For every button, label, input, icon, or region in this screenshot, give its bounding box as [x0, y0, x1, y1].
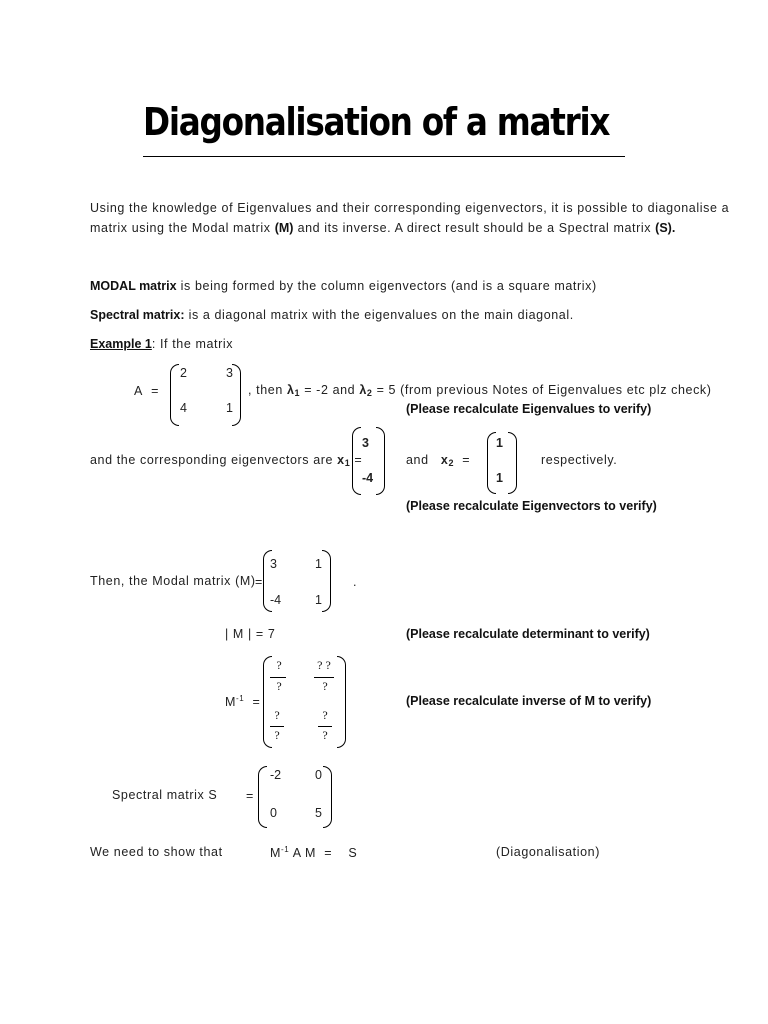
subscript: 2: [366, 388, 373, 398]
vector-x2-cell: 1: [496, 436, 503, 450]
note-eigenvalues: (Please recalculate Eigenvalues to verify): [406, 402, 652, 416]
matrix-a-label: [134, 384, 159, 398]
eigenvectors-line: and the corresponding eigenvectors are $x_1$ =: [90, 453, 363, 468]
spectral-label: Spectral matrix S: [112, 788, 218, 802]
vector-x2-cell: 1: [496, 471, 503, 485]
matrix-a-cell: 3: [226, 366, 233, 380]
diagonalisation-tag: (Diagonalisation): [496, 845, 600, 859]
vector-x1-left-bracket: [352, 427, 361, 495]
equals-sign: =: [151, 384, 159, 398]
final-statement: We need to show that: [90, 845, 223, 859]
fraction-denominator: ?: [322, 728, 328, 742]
fraction-bar: [270, 677, 286, 678]
eigenvector-text: and the corresponding eigenvectors are: [90, 453, 334, 467]
lambda2-value: = 5 (from previous Notes of Eigenvalues etc plz check): [376, 383, 712, 397]
spectral-matrix-cell: 0: [270, 806, 277, 820]
spectral-definition-text: is a diagonal matrix with the eigenvalues on the main diagonal.: [188, 308, 574, 322]
page-title: Diagonalisation of a matrix: [143, 100, 610, 144]
inverse-matrix-right-bracket: [337, 656, 346, 748]
x-symbol: x: [440, 453, 449, 467]
modal-matrix-cell: 1: [315, 557, 322, 571]
subscript: 1: [344, 458, 351, 468]
spectral-matrix-cell: 0: [315, 768, 322, 782]
vector-x1-cell: 3: [362, 436, 369, 450]
x2-label: and $x_2$ =: [406, 453, 471, 468]
fraction-numerator: ?: [274, 708, 280, 722]
vector-x1-cell: -4: [362, 471, 374, 485]
inverse-label: [225, 694, 260, 709]
note-eigenvectors: (Please recalculate Eigenvectors to verify): [406, 499, 657, 513]
vector-x2-right-bracket: [508, 432, 517, 494]
subscript: 2: [448, 458, 455, 468]
expression-rest: A M = S: [292, 846, 358, 860]
eigenvalues-line: [248, 383, 712, 398]
matrix-a-cell: 1: [226, 401, 233, 415]
matrix-a-left-bracket: [170, 364, 179, 426]
then-text: , then: [248, 383, 283, 397]
example-heading: [90, 337, 233, 351]
title-underline: [143, 156, 625, 157]
modal-definition: [90, 279, 597, 293]
intro-line-2: [90, 221, 675, 235]
equals-sign: =: [246, 789, 254, 803]
modal-matrix-right-bracket: [322, 550, 331, 612]
modal-symbol: (M): [274, 221, 294, 235]
example-label: Example 1: [90, 337, 152, 351]
matrix-a-cell: 4: [180, 401, 187, 415]
spectral-term: Spectral matrix:: [90, 308, 185, 322]
intro-text: matrix using the Modal matrix: [90, 221, 271, 235]
equals-sign: =: [255, 575, 263, 589]
fraction-denominator: ?: [276, 679, 282, 693]
subscript: 1: [294, 388, 301, 398]
matrix-a-cell: 2: [180, 366, 187, 380]
a-symbol: A: [134, 384, 143, 398]
example-text: : If the matrix: [151, 337, 234, 351]
modal-matrix-label: Then, the Modal matrix (M): [90, 574, 256, 588]
m-symbol: M: [270, 846, 282, 860]
intro-text: and its inverse. A direct result should be a Spectral matrix: [297, 221, 652, 235]
note-inverse: (Please recalculate inverse of M to verify): [406, 694, 652, 708]
superscript: -1: [236, 694, 245, 703]
superscript: -1: [281, 845, 290, 854]
spectral-symbol: (S).: [655, 221, 676, 235]
equals-sign: =: [252, 695, 261, 709]
intro-line-1: Using the knowledge of Eigenvalues and their corresponding eigenvectors, it is possible to diagonalise a: [90, 201, 730, 215]
spectral-matrix-cell: -2: [270, 768, 282, 782]
lambda-symbol: λ: [286, 383, 295, 397]
fraction-denominator: ?: [322, 679, 328, 693]
modal-matrix-cell: 1: [315, 593, 322, 607]
spectral-definition: [90, 308, 574, 322]
modal-matrix-cell: -4: [270, 593, 282, 607]
vector-x2-left-bracket: [487, 432, 496, 494]
x-symbol: x: [337, 453, 345, 467]
and-text: and: [406, 453, 429, 467]
modal-definition-text: is being formed by the column eigenvectors (and is a square matrix): [180, 279, 597, 293]
determinant-value: | M | = 7: [225, 627, 276, 641]
period: .: [353, 575, 358, 589]
lambda1-value: = -2 and: [304, 383, 356, 397]
modal-term: MODAL matrix: [90, 279, 177, 293]
m-symbol: M: [225, 695, 237, 709]
lambda-symbol: λ: [359, 383, 367, 397]
matrix-a-right-bracket: [232, 364, 241, 426]
modal-matrix-cell: 3: [270, 557, 277, 571]
fraction-bar: [314, 677, 334, 678]
fraction-bar: [270, 726, 284, 727]
spectral-matrix-cell: 5: [315, 806, 322, 820]
respectively-text: respectively.: [541, 453, 618, 467]
diagonalisation-expression: [270, 845, 357, 860]
vector-x1-right-bracket: [376, 427, 385, 495]
fraction-numerator: ? ?: [317, 658, 331, 672]
fraction-numerator: ?: [276, 658, 282, 672]
fraction-numerator: ?: [322, 708, 328, 722]
fraction-bar: [318, 726, 332, 727]
fraction-denominator: ?: [274, 728, 280, 742]
spectral-matrix-left-bracket: [258, 766, 267, 828]
spectral-matrix-right-bracket: [323, 766, 332, 828]
note-determinant: (Please recalculate determinant to verify): [406, 627, 650, 641]
